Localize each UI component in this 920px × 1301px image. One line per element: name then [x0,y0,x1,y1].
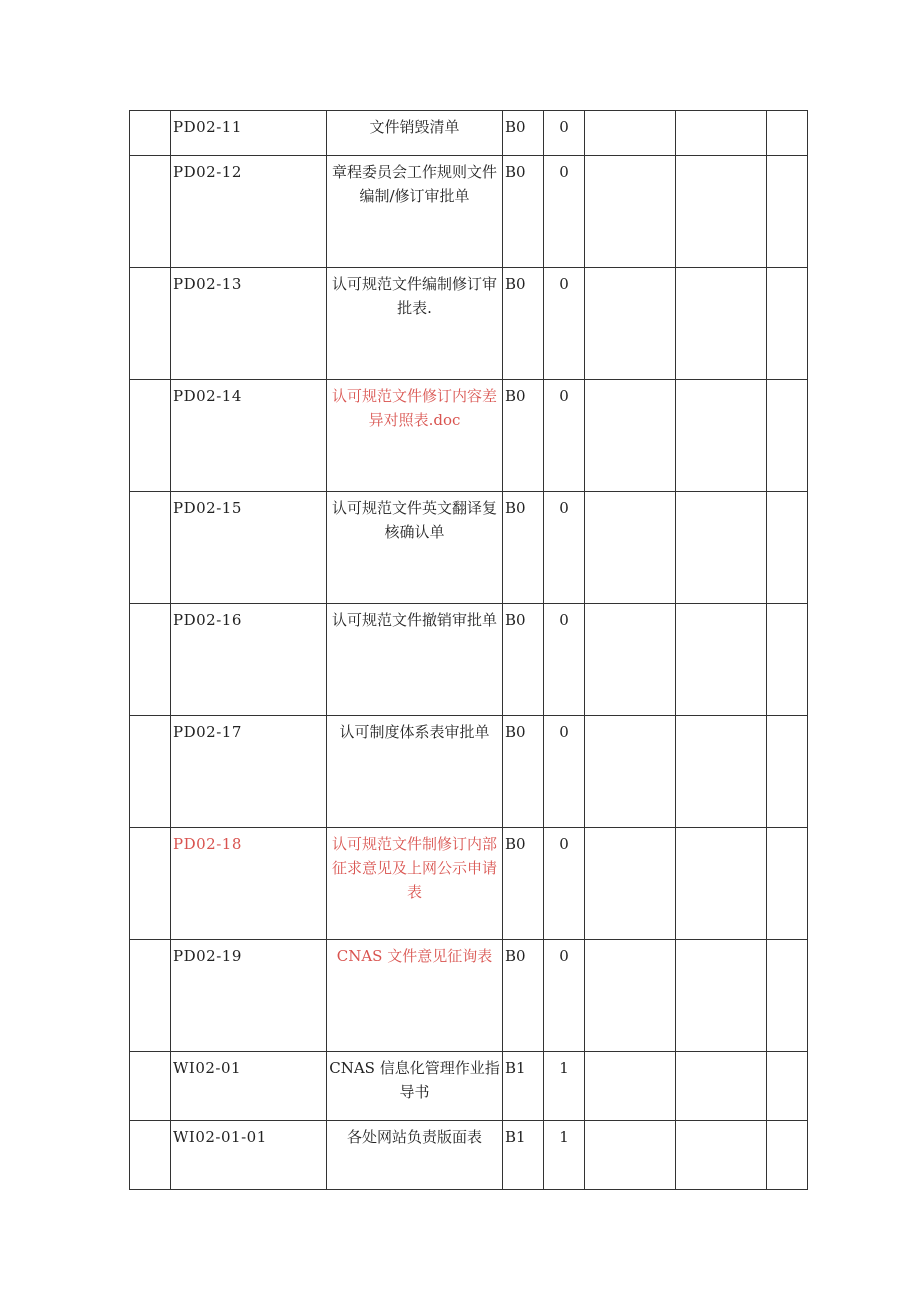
doc-code-cell: WI02-01-01 [171,1121,327,1190]
blank-cell [767,156,808,268]
table-row [130,828,808,940]
doc-level-cell: B0 [503,828,544,940]
doc-level-cell: B1 [503,1052,544,1121]
blank-cell [130,156,171,268]
blank-cell [585,111,676,156]
doc-level-cell: B0 [503,111,544,156]
doc-revision-cell: 0 [544,268,585,380]
doc-revision-cell: 0 [544,111,585,156]
doc-name-cell: 认可规范文件撤销审批单 [327,604,503,716]
doc-level-cell: B0 [503,156,544,268]
doc-code-cell: PD02-14 [171,380,327,492]
blank-cell [676,111,767,156]
blank-cell [676,940,767,1052]
blank-cell [767,716,808,828]
doc-revision-cell: 0 [544,380,585,492]
table-row [130,940,808,1052]
blank-cell [130,380,171,492]
blank-cell [676,156,767,268]
doc-code-cell: WI02-01 [171,1052,327,1121]
doc-name-cell: 认可制度体系表审批单 [327,716,503,828]
doc-revision-cell: 0 [544,716,585,828]
blank-cell [676,604,767,716]
doc-level-cell: B0 [503,940,544,1052]
blank-cell [676,828,767,940]
document-table [129,110,808,1190]
table-row [130,1052,808,1121]
doc-level-cell: B0 [503,604,544,716]
doc-name-cell: 认可规范文件制修订内部征求意见及上网公示申请表 [327,828,503,940]
table-row [130,716,808,828]
doc-code-cell: PD02-19 [171,940,327,1052]
blank-cell [585,604,676,716]
blank-cell [767,268,808,380]
blank-cell [676,492,767,604]
blank-cell [767,1121,808,1190]
doc-code-cell: PD02-17 [171,716,327,828]
doc-name-cell: 认可规范文件编制修订审批表. [327,268,503,380]
blank-cell [130,604,171,716]
doc-level-cell: B0 [503,380,544,492]
blank-cell [767,828,808,940]
doc-code-cell: PD02-11 [171,111,327,156]
blank-cell [585,716,676,828]
doc-name-cell: 章程委员会工作规则文件编制/修订审批单 [327,156,503,268]
blank-cell [130,1121,171,1190]
doc-revision-cell: 0 [544,492,585,604]
doc-revision-cell: 0 [544,604,585,716]
doc-revision-cell: 0 [544,156,585,268]
blank-cell [767,1052,808,1121]
table-row [130,604,808,716]
blank-cell [130,828,171,940]
blank-cell [767,492,808,604]
doc-revision-cell: 0 [544,940,585,1052]
table-row [130,111,808,156]
table-row [130,268,808,380]
doc-name-cell: 认可规范文件英文翻译复核确认单 [327,492,503,604]
blank-cell [676,716,767,828]
doc-code-cell: PD02-16 [171,604,327,716]
blank-cell [767,380,808,492]
blank-cell [585,828,676,940]
doc-level-cell: B1 [503,1121,544,1190]
blank-cell [585,492,676,604]
blank-cell [767,604,808,716]
doc-revision-cell: 1 [544,1052,585,1121]
doc-name-cell: CNAS 信息化管理作业指导书 [327,1052,503,1121]
blank-cell [585,268,676,380]
doc-level-cell: B0 [503,716,544,828]
blank-cell [585,1052,676,1121]
table-row [130,156,808,268]
table-row [130,380,808,492]
doc-name-cell: 认可规范文件修订内容差异对照表.doc [327,380,503,492]
blank-cell [585,156,676,268]
blank-cell [130,1052,171,1121]
table-row [130,492,808,604]
blank-cell [676,380,767,492]
blank-cell [676,268,767,380]
blank-cell [585,940,676,1052]
blank-cell [130,716,171,828]
blank-cell [767,111,808,156]
blank-cell [676,1052,767,1121]
doc-code-cell: PD02-12 [171,156,327,268]
doc-revision-cell: 1 [544,1121,585,1190]
blank-cell [130,268,171,380]
blank-cell [130,492,171,604]
blank-cell [130,111,171,156]
doc-level-cell: B0 [503,492,544,604]
doc-code-cell: PD02-15 [171,492,327,604]
doc-name-cell: 各处网站负责版面表 [327,1121,503,1190]
doc-code-cell: PD02-18 [171,828,327,940]
blank-cell [585,1121,676,1190]
doc-level-cell: B0 [503,268,544,380]
table-row [130,1121,808,1190]
doc-revision-cell: 0 [544,828,585,940]
doc-name-cell: 文件销毁清单 [327,111,503,156]
blank-cell [676,1121,767,1190]
blank-cell [767,940,808,1052]
table-body [130,111,808,1190]
blank-cell [585,380,676,492]
doc-name-cell: CNAS 文件意见征询表 [327,940,503,1052]
blank-cell [130,940,171,1052]
doc-code-cell: PD02-13 [171,268,327,380]
